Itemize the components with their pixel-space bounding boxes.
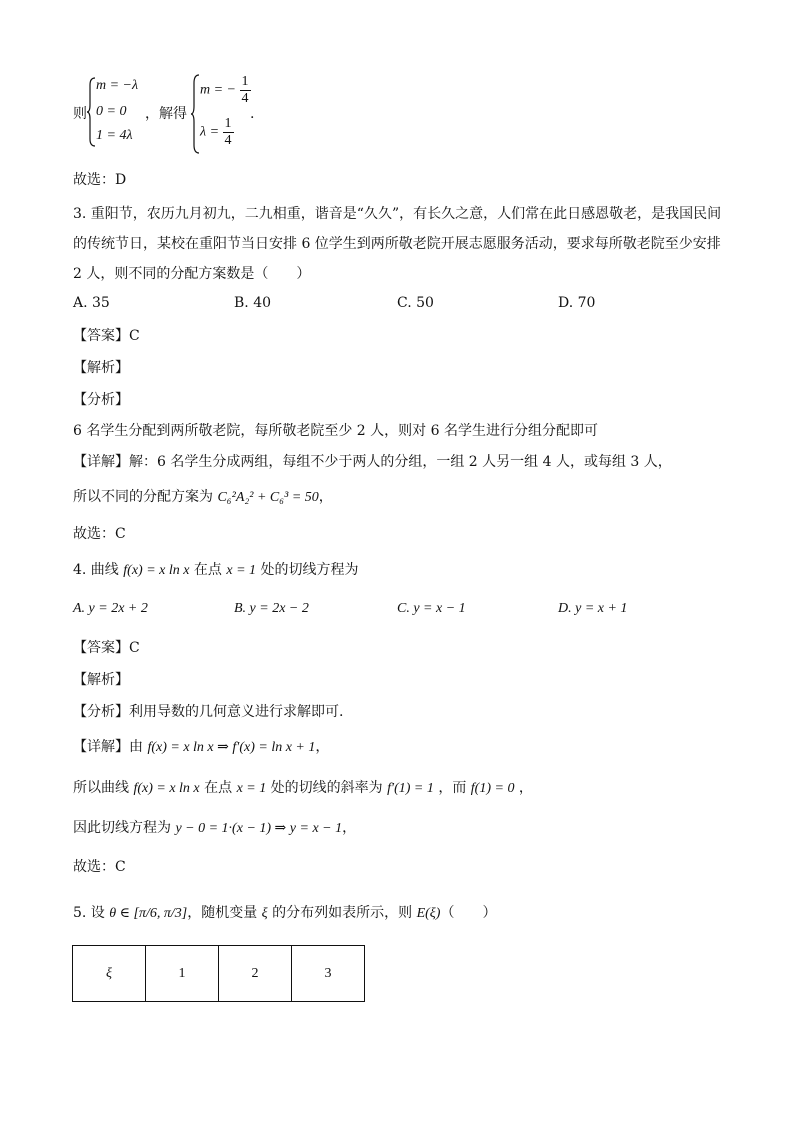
left-brace-icon-2 (190, 74, 200, 154)
q4-slope-point: x = 1 (236, 781, 267, 796)
q3-calc-formula: C₆²A₂² + C₆³ = 50 (217, 490, 319, 505)
q4-tangent-prefix: 因此切线方程为 (73, 820, 176, 836)
fraction-denominator: 4 (241, 91, 249, 106)
q4-tangent-end: ， (342, 820, 357, 836)
q4-slope-prefix: 所以曲线 (73, 780, 134, 796)
q4-slope-f1: f(1) = 0 (470, 781, 515, 796)
table-cell: 3 (292, 946, 365, 1002)
answer-choose-d: 故选：D (73, 172, 127, 188)
q4-detail-end: ， (315, 739, 330, 755)
solution-m (200, 74, 251, 107)
q4-choose: 故选：C (73, 859, 126, 875)
q4-tangent-math: y − 0 = 1·(x − 1) ⇒ y = x − 1 (175, 821, 343, 836)
distribution-table (72, 945, 365, 1002)
table-cell-xi: ξ (73, 946, 146, 1002)
q4-slope-mid-2: 处的切线的斜率为 (266, 780, 388, 796)
q3-calc-line (73, 487, 333, 508)
q3-calc-prefix: 所以不同的分配方案为 (73, 489, 218, 505)
q4-slope-function: f(x) = x ln x (133, 781, 200, 796)
q4-detail (73, 737, 329, 758)
q4-tangent (73, 818, 356, 839)
q4-jiexi: 【解析】 (73, 672, 129, 688)
q5-stem (73, 903, 496, 924)
table-row (73, 946, 365, 1002)
q4-slope (73, 778, 533, 799)
q5-expectation: E(ξ) (416, 906, 441, 921)
solution-lambda (200, 116, 234, 149)
q4-fenxi: 【分析】利用导数的几何意义进行求解即可. (73, 704, 344, 720)
q3-detail: 【详解】解：6 名学生分成两组，每组不少于两人的分组，一组 2 人另一组 4 人，或每组 3 人， (73, 454, 672, 470)
q4-stem-prefix: 4. 曲线 (73, 562, 124, 578)
fraction-denominator: 4 (224, 133, 232, 148)
q4-slope-mid-3: ，而 (433, 780, 471, 796)
q4-slope-mid-1: 在点 (199, 780, 237, 796)
q5-theta-range: θ ∈ [π/6, π/3] (109, 906, 188, 921)
q4-stem-mid: 在点 (189, 562, 227, 578)
q4-slope-value: f′(1) = 1 (387, 781, 434, 796)
q4-detail-math: f(x) = x ln x ⇒ f′(x) = ln x + 1 (147, 740, 316, 755)
q4-option-a: A. y = 2x + 2 (73, 601, 148, 616)
equation-1: m = −λ (96, 78, 139, 93)
q4-option-c: C. y = x − 1 (397, 601, 466, 616)
q5-xi: ξ (261, 906, 268, 921)
q3-line-1: 3. 重阳节，农历九月初九，二九相重，谐音是“久久”，有长久之意，人们常在此日感恩敬老，是我国民间 (73, 206, 722, 222)
fraction-quarter-2 (223, 116, 234, 149)
q5-stem-prefix: 5. 设 (73, 905, 110, 921)
q3-fenxi: 【分析】 (73, 392, 129, 408)
q3-option-d: D. 70 (558, 295, 596, 311)
then-label: 则 (73, 106, 87, 122)
equation-3: 1 = 4λ (96, 128, 133, 143)
q4-stem (73, 560, 359, 581)
left-brace-icon (86, 77, 96, 147)
fraction-quarter (240, 74, 251, 107)
q3-option-c: C. 50 (397, 295, 434, 311)
q3-line-2: 的传统节日，某校在重阳节当日安排 6 位学生到两所敬老院开展志愿服务活动，要求每所敬老院至少安排 (73, 236, 721, 252)
q4-stem-function: f(x) = x ln x (123, 563, 190, 578)
q4-detail-prefix: 【详解】由 (73, 739, 148, 755)
q3-line-3: 2 人，则不同的分配方案数是（ ） (73, 266, 311, 282)
fraction-numerator: 1 (224, 116, 232, 131)
system-end-period: . (250, 106, 255, 122)
q5-stem-mid: ，随机变量 (187, 905, 262, 921)
table-cell: 2 (219, 946, 292, 1002)
q4-stem-point: x = 1 (226, 563, 257, 578)
q4-option-b: B. y = 2x − 2 (234, 601, 309, 616)
q3-option-b: B. 40 (234, 295, 272, 311)
solution-m-prefix: m = − (200, 82, 237, 98)
q3-choose: 故选：C (73, 526, 126, 542)
solution-lambda-prefix: λ = (200, 124, 223, 140)
table-cell: 1 (146, 946, 219, 1002)
q3-jiexi: 【解析】 (73, 360, 129, 376)
q4-stem-end: 处的切线方程为 (256, 562, 359, 578)
q3-calc-end: ， (318, 489, 333, 505)
fraction-numerator: 1 (241, 74, 249, 89)
q4-option-d: D. y = x + 1 (558, 601, 628, 616)
q3-fenxi-text: 6 名学生分配到两所敬老院，每所敬老院至少 2 人，则对 6 名学生进行分组分配即可 (73, 423, 598, 439)
q4-answer: 【答案】C (73, 640, 140, 656)
q3-option-a: A. 35 (73, 295, 110, 311)
q3-answer: 【答案】C (73, 328, 140, 344)
q4-slope-end: ， (514, 780, 533, 796)
equation-2: 0 = 0 (96, 104, 127, 119)
solve-label: ，解得 (145, 106, 187, 122)
q5-stem-end: （ ） (440, 905, 497, 921)
q5-stem-mid-2: 的分布列如表所示，则 (267, 905, 417, 921)
